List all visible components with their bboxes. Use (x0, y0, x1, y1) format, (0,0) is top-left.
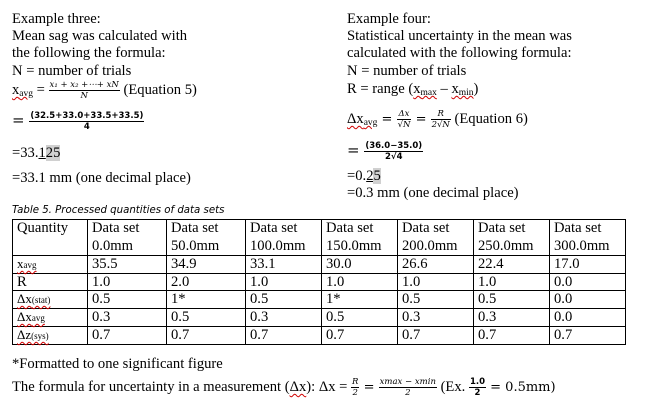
uncertainty-rounded-result: =0.3 mm (one decimal place) (347, 185, 519, 201)
uncertainty-calculation: = $\frac{(36.0-35.0)}{2√4}$ (347, 140, 423, 162)
example-three-n-definition: N = number of trials (12, 63, 132, 79)
table-cell: 0.3 (474, 309, 550, 327)
uncertainty-calc-fraction: $\frac{(36.0-35.0)}{2√4}$ (365, 141, 423, 162)
table-row (13, 327, 626, 345)
table-cell: 1.0 (88, 274, 167, 291)
equation-6: $\Delta x_{avg}$ = $\frac{\Delta x}{√N}$ = $\frac{R}{2√N}$ (Equation 6) (347, 109, 528, 130)
calc-fraction: $\frac{(32.5+33.0+33.5+33.5)}{4}$ (30, 111, 144, 132)
table-cell: 0.7 (550, 327, 626, 345)
table-cell: 0.7 (88, 327, 167, 345)
mean-result: =33.125 (12, 145, 61, 161)
example-four-title: Example four: (347, 11, 431, 27)
header-col: Data set 150.0mm (322, 220, 398, 256)
uncertainty-result: =0.25 (347, 168, 381, 184)
table-cell: 0.5 (246, 291, 322, 309)
mean-fraction: $\frac{\text{x₁ + x₂ +⋯+ xN}}{N}$ (49, 80, 119, 101)
table-cell: 1.0 (398, 274, 474, 291)
table-cell: 0.7 (246, 327, 322, 345)
table-cell: 0.5 (398, 291, 474, 309)
example-three-description-line1: Mean sag was calculated with (12, 28, 188, 44)
table-cell: 1.0 (474, 274, 550, 291)
header-col: Data set 0.0mm (88, 220, 167, 256)
table-row (13, 256, 626, 274)
delta-x-avg-symbol: $\Delta x_{avg}$ (347, 110, 378, 128)
example-three-description-line2: the following the formula: (12, 45, 166, 61)
table-cell: 1.0 (322, 274, 398, 291)
mean-rounded-result: =33.1 mm (one decimal place) (12, 170, 191, 186)
processed-quantities-table (12, 219, 626, 345)
table-cell: 0.3 (88, 309, 167, 327)
x-avg-symbol: $x_{avg}$ (12, 81, 34, 99)
header-col: Data set 50.0mm (167, 220, 246, 256)
row-label: Δx(stat) (13, 291, 88, 309)
delta-x-over-root-n-fraction: $\frac{\Delta x}{√N}$ (397, 109, 411, 130)
table-cell: 0.7 (474, 327, 550, 345)
table-cell: 0.0 (550, 274, 626, 291)
table-cell: 0.7 (167, 327, 246, 345)
equation-5-label: (Equation 5) (119, 81, 197, 98)
table-cell: 30.0 (322, 256, 398, 274)
header-col: Data set 300.0mm (550, 220, 626, 256)
table-cell: 0.3 (246, 309, 322, 327)
table-cell: 0.7 (398, 327, 474, 345)
table-row (13, 309, 626, 327)
table-cell: 33.1 (246, 256, 322, 274)
equation-6-label: (Equation 6) (450, 110, 528, 127)
table-cell: 2.0 (167, 274, 246, 291)
table-cell: 0.5 (322, 309, 398, 327)
example-three-title: Example three: (12, 11, 101, 27)
header-quantity: Quantity (13, 220, 88, 256)
table-cell: 0.3 (398, 309, 474, 327)
table-cell: 0.0 (550, 291, 626, 309)
table-cell: 0.5 (474, 291, 550, 309)
table-cell: 17.0 (550, 256, 626, 274)
example-four-n-definition: N = number of trials (347, 63, 467, 79)
table-cell: 22.4 (474, 256, 550, 274)
table-cell: 34.9 (167, 256, 246, 274)
table-row (13, 274, 626, 291)
table-cell: 0.0 (550, 309, 626, 327)
table-row (13, 291, 626, 309)
header-col: Data set 250.0mm (474, 220, 550, 256)
table-cell: 26.6 (398, 256, 474, 274)
row-label: Δxavg (13, 309, 88, 327)
header-col: Data set 100.0mm (246, 220, 322, 256)
row-label: xavg (13, 256, 88, 274)
range-over-two-fraction: $\frac{xmax - xmin}{2}$ (379, 377, 436, 398)
table-cell: 0.5 (167, 309, 246, 327)
table-cell: 1* (167, 291, 246, 309)
header-col: Data set 200.0mm (398, 220, 474, 256)
row-label: Δz(sys) (13, 327, 88, 345)
equation-5: $x_{avg}$ = $\frac{\text{x₁ + x₂ +⋯+ xN}}{N}$ (Equation 5) (12, 80, 197, 101)
table-cell: 1* (322, 291, 398, 309)
r-over-two-fraction: $\frac{R}{2}$ (352, 377, 359, 398)
footnote: *Formatted to one significant figure (12, 356, 223, 372)
example-fraction: $\frac{1.0}{2}$ (469, 377, 486, 398)
row-label: R (13, 274, 88, 291)
example-four-description-line1: Statistical uncertainty in the mean was (347, 28, 572, 44)
table-header-row (13, 220, 626, 256)
table-cell: 35.5 (88, 256, 167, 274)
range-definition: R = range $(x_{max} - x_{min})$ (347, 81, 479, 98)
mean-calculation: = $\frac{(32.5+33.0+33.5+33.5)}{4}$ (12, 110, 144, 132)
table-cell: 0.7 (322, 327, 398, 345)
uncertainty-formula-line: The formula for uncertainty in a measurement (Δx): Δx = $\frac{R}{2}$ = $\frac{xmax - xmin}{2}$ (Ex. $\frac{1.0}{2}$ = 0.5mm) (12, 377, 556, 398)
table-cell: 1.0 (246, 274, 322, 291)
example-four-description-line2: calculated with the following formula: (347, 45, 572, 61)
table-cell: 0.5 (88, 291, 167, 309)
table-caption: Table 5. Processed quantities of data sets (12, 205, 225, 216)
range-over-two-root-n-fraction: $\frac{R}{2√N}$ (431, 109, 450, 130)
